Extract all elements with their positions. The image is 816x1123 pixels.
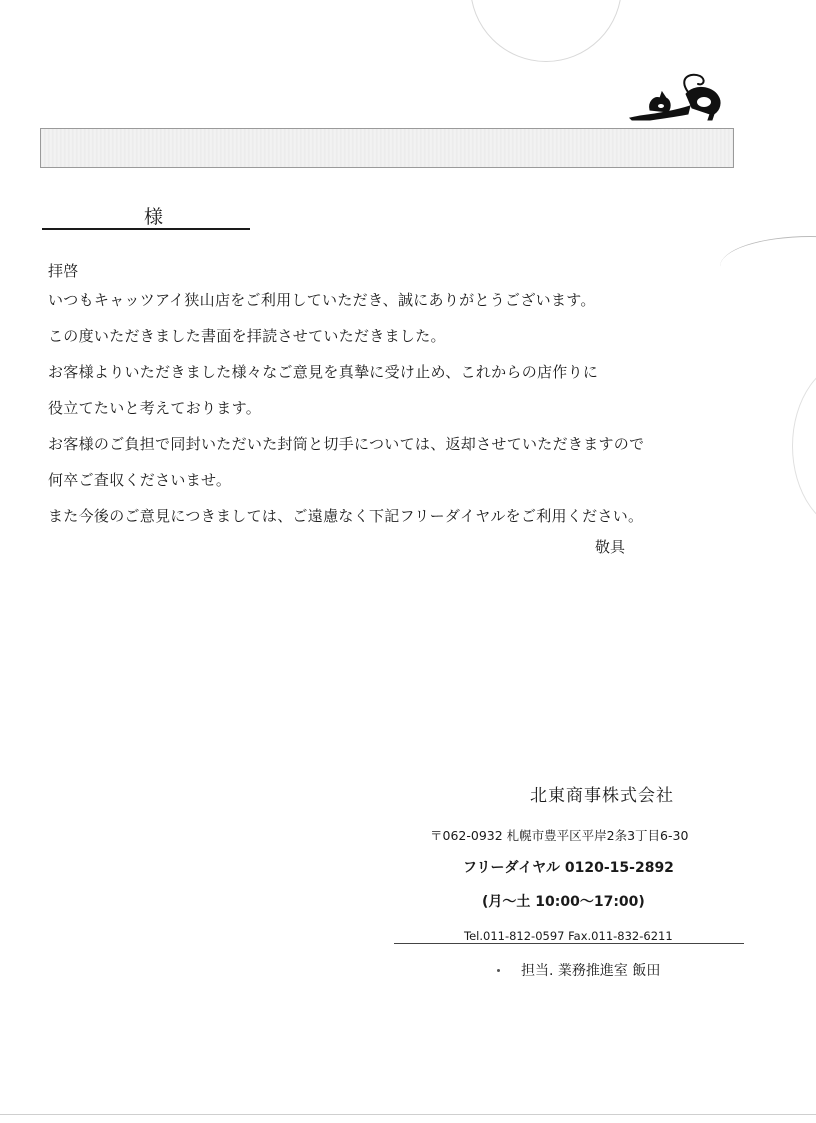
divider xyxy=(394,943,744,944)
scan-speck xyxy=(497,969,500,972)
cat-icon xyxy=(628,70,728,128)
scan-artifact-arc xyxy=(792,360,816,532)
header-band xyxy=(40,128,734,168)
letter-body-line: お客様よりいただきました様々なご意見を真摯に受け止め、これからの店作りに xyxy=(48,363,599,381)
letter-closing: 敬具 xyxy=(595,538,626,556)
letter-body-line: また今後のご意見につきましては、ご遠慮なく下記フリーダイヤルをご利用ください。 xyxy=(48,507,644,525)
scan-artifact-arc xyxy=(470,0,622,62)
sender-hours: (月～土 10:00～17:00) xyxy=(482,894,645,910)
sender-tel-fax: Tel.011-812-0597 Fax.011-832-6211 xyxy=(464,929,673,943)
letter-body-line: 何卒ご査収くださいませ。 xyxy=(48,471,232,489)
letter-body-line: お客様のご負担で同封いただいた封筒と切手については、返却させていただきますので xyxy=(48,435,645,453)
recipient-honorific: 様 xyxy=(144,206,164,228)
sender-freedial: フリーダイヤル 0120-15-2892 xyxy=(463,860,674,876)
letter-body-line: いつもキャッツアイ狭山店をご利用していただき、誠にありがとうございます。 xyxy=(48,291,596,309)
scan-artifact-arc xyxy=(720,236,816,297)
letter-opening: 拝啓 xyxy=(48,262,79,280)
sender-contact: 担当. 業務推進室 飯田 xyxy=(521,963,661,979)
scan-edge xyxy=(0,1114,816,1115)
letter-body-line: 役立てたいと考えております。 xyxy=(48,399,262,417)
recipient-line xyxy=(42,200,250,230)
sender-company: 北東商事株式会社 xyxy=(530,786,674,806)
letter-body-line: この度いただきました書面を拝読させていただきました。 xyxy=(48,327,446,345)
sender-address: 〒062-0932 札幌市豊平区平岸2条3丁目6-30 xyxy=(430,828,689,843)
